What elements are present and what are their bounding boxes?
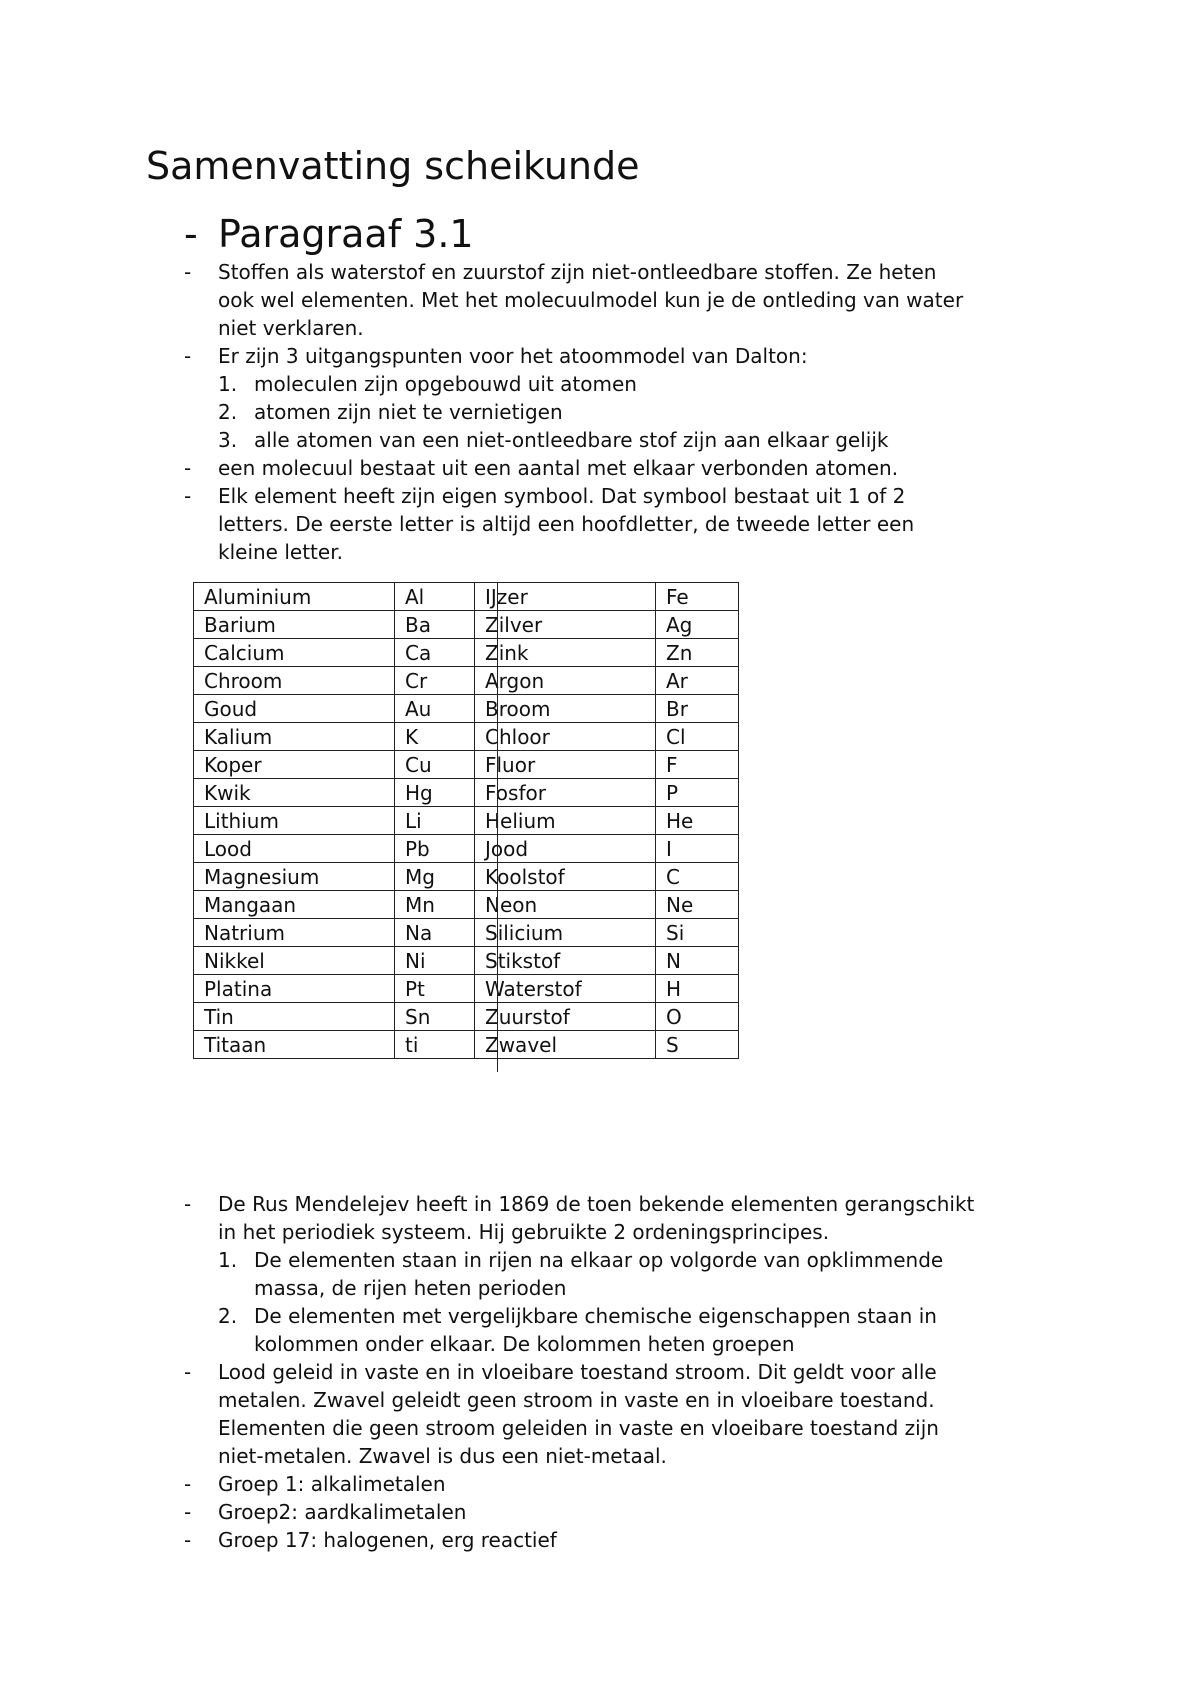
table-row: [194, 947, 739, 975]
bullet-dash: -: [184, 1500, 192, 1524]
heading-text: Paragraaf 3.1: [218, 212, 474, 256]
element-symbol-cell: Sn: [395, 1003, 475, 1031]
element-symbol-cell: Ag: [656, 611, 739, 639]
element-symbol-cell: Zn: [656, 639, 739, 667]
element-name-cell: Titaan: [194, 1031, 395, 1059]
element-name-cell: Fosfor: [475, 779, 656, 807]
element-name-cell: Koolstof: [475, 863, 656, 891]
element-symbol-cell: He: [656, 807, 739, 835]
text-line: Stoffen als waterstof en zuurstof zijn niet-ontleedbare stoffen. Ze heten: [218, 260, 937, 284]
bullet-dash: -: [184, 484, 192, 508]
element-name-cell: Natrium: [194, 919, 395, 947]
element-symbol-cell: Ar: [656, 667, 739, 695]
text-line: Lood geleid in vaste en in vloeibare toestand stroom. Dit geldt voor alle: [218, 1360, 937, 1384]
text-line: atomen zijn niet te vernietigen: [254, 400, 563, 424]
table-row: [194, 583, 739, 611]
item-number: 2.: [218, 1304, 238, 1328]
element-name-cell: Helium: [475, 807, 656, 835]
element-symbol-cell: Mn: [395, 891, 475, 919]
table-row: [194, 919, 739, 947]
table-row: [194, 779, 739, 807]
bullet-dash: -: [184, 1192, 192, 1216]
element-name-cell: Calcium: [194, 639, 395, 667]
element-symbol-cell: O: [656, 1003, 739, 1031]
element-name-cell: Fluor: [475, 751, 656, 779]
page-title: Samenvatting scheikunde: [146, 144, 640, 188]
element-symbol-cell: Ba: [395, 611, 475, 639]
element-name-cell: Kwik: [194, 779, 395, 807]
element-name-cell: Zilver: [475, 611, 656, 639]
element-name-cell: Goud: [194, 695, 395, 723]
element-symbol-cell: N: [656, 947, 739, 975]
element-symbol-cell: I: [656, 835, 739, 863]
heading-dash: -: [184, 212, 198, 256]
element-symbol-cell: F: [656, 751, 739, 779]
element-name-cell: Neon: [475, 891, 656, 919]
element-name-cell: Aluminium: [194, 583, 395, 611]
element-name-cell: Koper: [194, 751, 395, 779]
element-symbol-cell: S: [656, 1031, 739, 1059]
table-row: [194, 1003, 739, 1031]
bullet-item: [184, 342, 1084, 370]
element-symbol-cell: Fe: [656, 583, 739, 611]
table-row: [194, 1031, 739, 1059]
element-name-cell: Stikstof: [475, 947, 656, 975]
text-line: letters. De eerste letter is altijd een hoofdletter, de tweede letter een: [218, 512, 915, 536]
bullet-item: [184, 1470, 1084, 1498]
element-symbol-cell: C: [656, 863, 739, 891]
item-number: 3.: [218, 428, 238, 452]
text-line: niet verklaren.: [218, 316, 364, 340]
table-row: [194, 639, 739, 667]
bullet-dash: -: [184, 1528, 192, 1552]
section-2-text: [184, 1190, 1084, 1554]
text-line: Groep2: aardkalimetalen: [218, 1500, 467, 1524]
text-line: De elementen met vergelijkbare chemische eigenschappen staan in: [254, 1304, 937, 1328]
element-name-cell: Chroom: [194, 667, 395, 695]
text-line: Elk element heeft zijn eigen symbool. Dat symbool bestaat uit 1 of 2: [218, 484, 906, 508]
table-row: [194, 611, 739, 639]
element-symbol-cell: Ca: [395, 639, 475, 667]
numbered-item: [184, 1302, 1084, 1358]
text-line: moleculen zijn opgebouwd uit atomen: [254, 372, 637, 396]
element-name-cell: Argon: [475, 667, 656, 695]
bullet-dash: -: [184, 260, 192, 284]
text-line: ook wel elementen. Met het molecuulmodel kun je de ontleding van water: [218, 288, 964, 312]
element-symbol-cell: Mg: [395, 863, 475, 891]
bullet-dash: -: [184, 456, 192, 480]
element-symbol-cell: Ni: [395, 947, 475, 975]
table-row: [194, 695, 739, 723]
element-symbol-cell: Cr: [395, 667, 475, 695]
text-line: De Rus Mendelejev heeft in 1869 de toen bekende elementen gerangschikt: [218, 1192, 975, 1216]
element-name-cell: Barium: [194, 611, 395, 639]
element-name-cell: Zink: [475, 639, 656, 667]
text-line: Elementen die geen stroom geleiden in vaste en vloeibare toestand zijn: [218, 1416, 939, 1440]
element-symbol-cell: H: [656, 975, 739, 1003]
bullet-item: [184, 1498, 1084, 1526]
text-line: massa, de rijen heten perioden: [254, 1276, 567, 1300]
element-name-cell: Chloor: [475, 723, 656, 751]
text-line: De elementen staan in rijen na elkaar op volgorde van opklimmende: [254, 1248, 944, 1272]
element-symbol-cell: Cl: [656, 723, 739, 751]
table-divider-line: [497, 582, 498, 1072]
numbered-item: [184, 426, 1084, 454]
numbered-item: [184, 370, 1084, 398]
element-symbol-cell: Ne: [656, 891, 739, 919]
element-name-cell: Kalium: [194, 723, 395, 751]
table-row: [194, 667, 739, 695]
bullet-item: [184, 482, 1084, 566]
table-row: [194, 723, 739, 751]
table-row: [194, 835, 739, 863]
bullet-dash: -: [184, 1360, 192, 1384]
table-row: [194, 807, 739, 835]
element-name-cell: Tin: [194, 1003, 395, 1031]
item-number: 1.: [218, 372, 238, 396]
element-name-cell: Zuurstof: [475, 1003, 656, 1031]
text-line: alle atomen van een niet-ontleedbare stof zijn aan elkaar gelijk: [254, 428, 889, 452]
element-name-cell: Platina: [194, 975, 395, 1003]
element-name-cell: Silicium: [475, 919, 656, 947]
element-symbol-cell: Na: [395, 919, 475, 947]
text-line: metalen. Zwavel geleidt geen stroom in vaste en in vloeibare toestand.: [218, 1388, 935, 1412]
table-row: [194, 863, 739, 891]
numbered-item: [184, 1246, 1084, 1302]
element-symbol-cell: P: [656, 779, 739, 807]
bullet-item: [184, 258, 1084, 342]
element-name-cell: Jood: [475, 835, 656, 863]
bullet-dash: -: [184, 1472, 192, 1496]
table-row: [194, 751, 739, 779]
element-symbol-cell: ti: [395, 1031, 475, 1059]
bullet-dash: -: [184, 344, 192, 368]
element-name-cell: Zwavel: [475, 1031, 656, 1059]
table-row: [194, 891, 739, 919]
text-line: niet-metalen. Zwavel is dus een niet-metaal.: [218, 1444, 667, 1468]
element-symbol-cell: Pt: [395, 975, 475, 1003]
bullet-item: [184, 454, 1084, 482]
text-line: kolommen onder elkaar. De kolommen heten groepen: [254, 1332, 795, 1356]
text-line: in het periodiek systeem. Hij gebruikte 2 ordeningsprincipes.: [218, 1220, 830, 1244]
elements-table: [193, 582, 739, 1059]
text-line: kleine letter.: [218, 540, 343, 564]
text-line: Er zijn 3 uitgangspunten voor het atoommodel van Dalton:: [218, 344, 808, 368]
item-number: 2.: [218, 400, 238, 424]
element-name-cell: Nikkel: [194, 947, 395, 975]
element-name-cell: Lithium: [194, 807, 395, 835]
element-name-cell: Broom: [475, 695, 656, 723]
table-row: [194, 975, 739, 1003]
element-symbol-cell: Pb: [395, 835, 475, 863]
text-line: Groep 1: alkalimetalen: [218, 1472, 446, 1496]
bullet-item: [184, 1526, 1084, 1554]
element-name-cell: IJzer: [475, 583, 656, 611]
element-symbol-cell: K: [395, 723, 475, 751]
section-1-text: [184, 258, 1084, 566]
text-line: Groep 17: halogenen, erg reactief: [218, 1528, 557, 1552]
element-name-cell: Magnesium: [194, 863, 395, 891]
element-symbol-cell: Hg: [395, 779, 475, 807]
element-symbol-cell: Al: [395, 583, 475, 611]
bullet-item: [184, 1190, 1084, 1246]
numbered-item: [184, 398, 1084, 426]
item-number: 1.: [218, 1248, 238, 1272]
element-name-cell: Lood: [194, 835, 395, 863]
element-symbol-cell: Br: [656, 695, 739, 723]
element-name-cell: Mangaan: [194, 891, 395, 919]
element-symbol-cell: Cu: [395, 751, 475, 779]
text-line: een molecuul bestaat uit een aantal met elkaar verbonden atomen.: [218, 456, 899, 480]
element-symbol-cell: Au: [395, 695, 475, 723]
element-symbol-cell: Si: [656, 919, 739, 947]
element-name-cell: Waterstof: [475, 975, 656, 1003]
element-symbol-cell: Li: [395, 807, 475, 835]
bullet-item: [184, 1358, 1084, 1470]
